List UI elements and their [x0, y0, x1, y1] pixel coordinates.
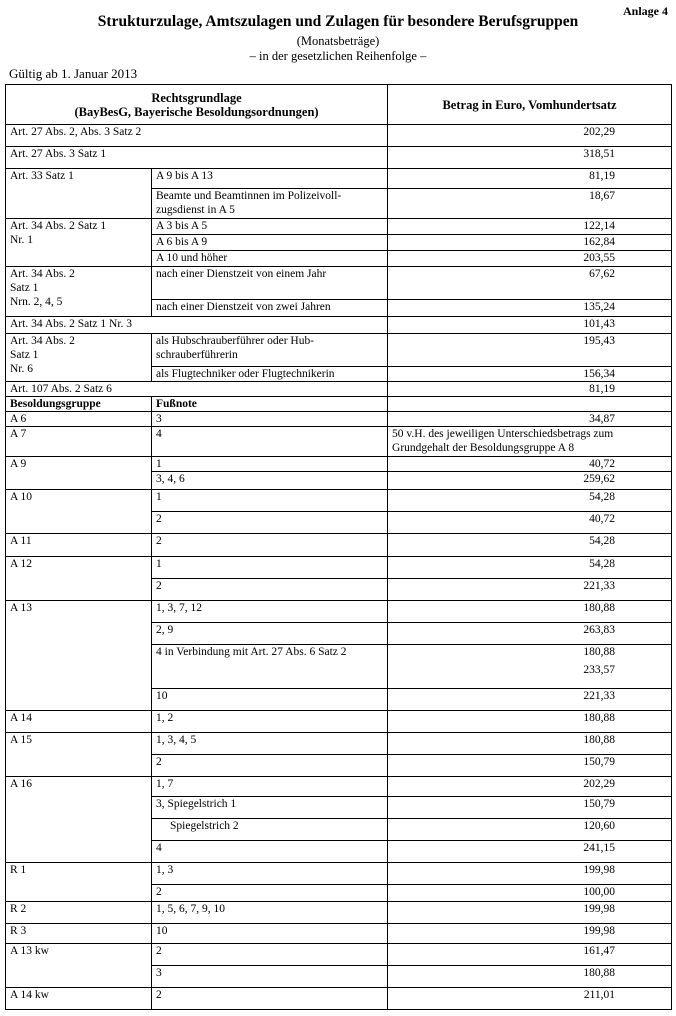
grade-label: A 13 kw [6, 944, 152, 988]
table-row [6, 412, 672, 427]
table-row [6, 427, 672, 457]
grades-header-footnote: Fußnote [152, 397, 388, 412]
row-sub-label [152, 334, 388, 367]
row-amount: 202,29 [388, 125, 672, 147]
row-label-line: Nr. 6 [10, 363, 33, 375]
amount: 40,72 [388, 512, 672, 534]
row-amount: 195,43 [388, 334, 672, 367]
table-row [6, 902, 672, 924]
row-label: Art. 34 Abs. 2 Satz 1 Nr. 3 [6, 317, 388, 334]
footnote: 2 [152, 755, 388, 777]
row-label-line: Satz 1 [10, 349, 39, 361]
row-sub-label-line: zugsdienst in A 5 [156, 204, 235, 216]
row-sub-label: als Flugtechniker oder Flugtechnikerin [152, 367, 388, 382]
amount: 54,28 [388, 490, 672, 512]
amount: 199,98 [388, 924, 672, 944]
footnote: 4 [152, 841, 388, 863]
amount: 150,79 [388, 797, 672, 819]
table-row [6, 219, 672, 235]
amount: 180,88 [388, 711, 672, 733]
amount: 221,33 [388, 579, 672, 601]
grade-label: A 16 [6, 777, 152, 863]
grade-label: A 7 [6, 427, 152, 457]
table-row [6, 924, 672, 944]
amount-text-line: 50 v.H. des jeweiligen Unterschiedsbetrags zum [392, 428, 614, 440]
table-row [6, 944, 672, 966]
subtitle-monthly: (Monatsbeträge) [296, 34, 380, 48]
row-amount: 318,51 [388, 147, 672, 169]
amount: 34,87 [388, 412, 672, 427]
table-row [6, 125, 672, 147]
table-row [6, 601, 672, 623]
amount [388, 427, 672, 457]
header-amount: Betrag in Euro, Vomhundertsatz [388, 85, 672, 125]
table-row [6, 267, 672, 300]
row-label: Art. 33 Satz 1 [6, 169, 152, 219]
footnote: 1, 3, 4, 5 [152, 733, 388, 755]
annex-label: Anlage 4 [623, 4, 668, 18]
table-row [6, 863, 672, 885]
row-label-line: Art. 34 Abs. 2 [10, 335, 75, 347]
table-row [6, 777, 672, 797]
amount: 241,15 [388, 841, 672, 863]
table-row [6, 382, 672, 397]
table-row [6, 457, 672, 472]
amount: 263,83 [388, 623, 672, 645]
amount: 202,29 [388, 777, 672, 797]
table-row [6, 711, 672, 733]
table-header [6, 85, 672, 125]
row-sub-label [152, 189, 388, 219]
row-sub-label: A 10 und höher [152, 251, 388, 267]
row-amount: 81,19 [388, 169, 672, 189]
row-sub-label: nach einer Dienstzeit von zwei Jahren [152, 300, 388, 317]
row-label-line: Satz 1 [10, 282, 39, 294]
amount-line: 233,57 [583, 664, 616, 676]
table-row [6, 334, 672, 367]
row-sub-label: A 6 bis A 9 [152, 235, 388, 251]
footnote: 2 [152, 579, 388, 601]
row-sub-label: nach einer Dienstzeit von einem Jahr [152, 267, 388, 300]
row-label-line: Nr. 1 [10, 234, 33, 246]
footnote: 3, Spiegelstrich 1 [152, 797, 388, 819]
footnote: 3 [152, 966, 388, 988]
row-label-line: Art. 34 Abs. 2 [10, 268, 75, 280]
row-label: Art. 107 Abs. 2 Satz 6 [6, 382, 388, 397]
header-legal-basis-line2: (BayBesG, Bayerische Besoldungsordnungen) [74, 104, 319, 119]
header-legal-basis [6, 85, 388, 125]
footnote: 2 [152, 988, 388, 1010]
footnote: 2 [152, 944, 388, 966]
row-amount: 18,67 [388, 189, 672, 219]
table-row [6, 534, 672, 557]
footnote: 2, 9 [152, 623, 388, 645]
table-row [6, 557, 672, 579]
header-legal-basis-line1: Rechtsgrundlage [151, 90, 242, 105]
footnote: 2 [152, 534, 388, 557]
footnote: 2 [152, 512, 388, 534]
footnote: 3, 4, 6 [152, 472, 388, 490]
row-sub-label: A 9 bis A 13 [152, 169, 388, 189]
grades-header-row [6, 397, 672, 412]
grade-label: A 11 [6, 534, 152, 557]
row-amount: 203,55 [388, 251, 672, 267]
row-label [6, 267, 152, 317]
row-sub-label-line: Beamte und Beamtinnen im Polizeivoll- [156, 190, 342, 202]
amount: 54,28 [388, 557, 672, 579]
footnote: Spiegelstrich 2 [152, 819, 388, 841]
grade-label: R 3 [6, 924, 152, 944]
footnote: 1, 5, 6, 7, 9, 10 [152, 902, 388, 924]
footnote: 10 [152, 924, 388, 944]
page-title: Strukturzulage, Amtszulagen und Zulagen für besondere Berufsgruppen [97, 13, 579, 30]
row-amount: 135,24 [388, 300, 672, 317]
table-row [6, 169, 672, 189]
amount: 150,79 [388, 755, 672, 777]
amount: 40,72 [388, 457, 672, 472]
amount: 221,33 [388, 689, 672, 711]
row-sub-label-line: schrauberführerin [156, 349, 238, 361]
grades-header-empty [388, 397, 672, 412]
row-label: Art. 27 Abs. 2, Abs. 3 Satz 2 [6, 125, 388, 147]
table-row [6, 988, 672, 1010]
amount: 259,62 [388, 472, 672, 490]
grade-label: A 14 kw [6, 988, 152, 1010]
footnote: 10 [152, 689, 388, 711]
allowance-table [5, 84, 672, 1010]
grade-label: R 2 [6, 902, 152, 924]
row-label-line: Art. 34 Abs. 2 Satz 1 [10, 220, 107, 232]
footnote: 1 [152, 557, 388, 579]
footnote: 4 in Verbindung mit Art. 27 Abs. 6 Satz 2 [152, 645, 388, 689]
grade-label: A 14 [6, 711, 152, 733]
amount: 161,47 [388, 944, 672, 966]
amount: 199,98 [388, 902, 672, 924]
amount: 54,28 [388, 534, 672, 557]
amount-line: 180,88 [583, 646, 616, 658]
row-amount: 156,34 [388, 367, 672, 382]
grade-label: R 1 [6, 863, 152, 902]
amount: 120,60 [388, 819, 672, 841]
row-amount: 162,84 [388, 235, 672, 251]
grade-label: A 15 [6, 733, 152, 777]
grades-header-group: Besoldungsgruppe [6, 397, 152, 412]
amount: 180,88 [388, 733, 672, 755]
table-row [6, 490, 672, 512]
amount: 100,00 [388, 885, 672, 902]
amount: 180,88 [388, 601, 672, 623]
grade-label: A 9 [6, 457, 152, 490]
grade-label: A 12 [6, 557, 152, 601]
grade-label: A 13 [6, 601, 152, 711]
row-amount: 67,62 [388, 267, 672, 300]
footnote: 1, 2 [152, 711, 388, 733]
footnote: 1, 7 [152, 777, 388, 797]
row-amount: 101,43 [388, 317, 672, 334]
table-row [6, 147, 672, 169]
row-amount: 81,19 [388, 382, 672, 397]
amount: 199,98 [388, 863, 672, 885]
row-label-line: Nrn. 2, 4, 5 [10, 296, 63, 308]
grade-label: A 6 [6, 412, 152, 427]
valid-from: Gültig ab 1. Januar 2013 [9, 66, 138, 81]
footnote: 1, 3 [152, 863, 388, 885]
amount: 180,88 [388, 966, 672, 988]
amount [388, 645, 672, 689]
subtitle-order: – in der gesetzlichen Reihenfolge – [249, 49, 427, 63]
row-label [6, 219, 152, 267]
footnote: 1 [152, 457, 388, 472]
row-label [6, 334, 152, 382]
row-amount: 122,14 [388, 219, 672, 235]
footnote: 1, 3, 7, 12 [152, 601, 388, 623]
amount-text-line: Grundgehalt der Besoldungsgruppe A 8 [392, 442, 575, 454]
footnote: 2 [152, 885, 388, 902]
amount: 211,01 [388, 988, 672, 1010]
table-row [6, 733, 672, 755]
footnote: 3 [152, 412, 388, 427]
table-row [6, 317, 672, 334]
row-label: Art. 27 Abs. 3 Satz 1 [6, 147, 388, 169]
footnote: 4 [152, 427, 388, 457]
row-sub-label: A 3 bis A 5 [152, 219, 388, 235]
grade-label: A 10 [6, 490, 152, 534]
footnote: 1 [152, 490, 388, 512]
row-sub-label-line: als Hubschrauberführer oder Hub- [156, 335, 315, 347]
